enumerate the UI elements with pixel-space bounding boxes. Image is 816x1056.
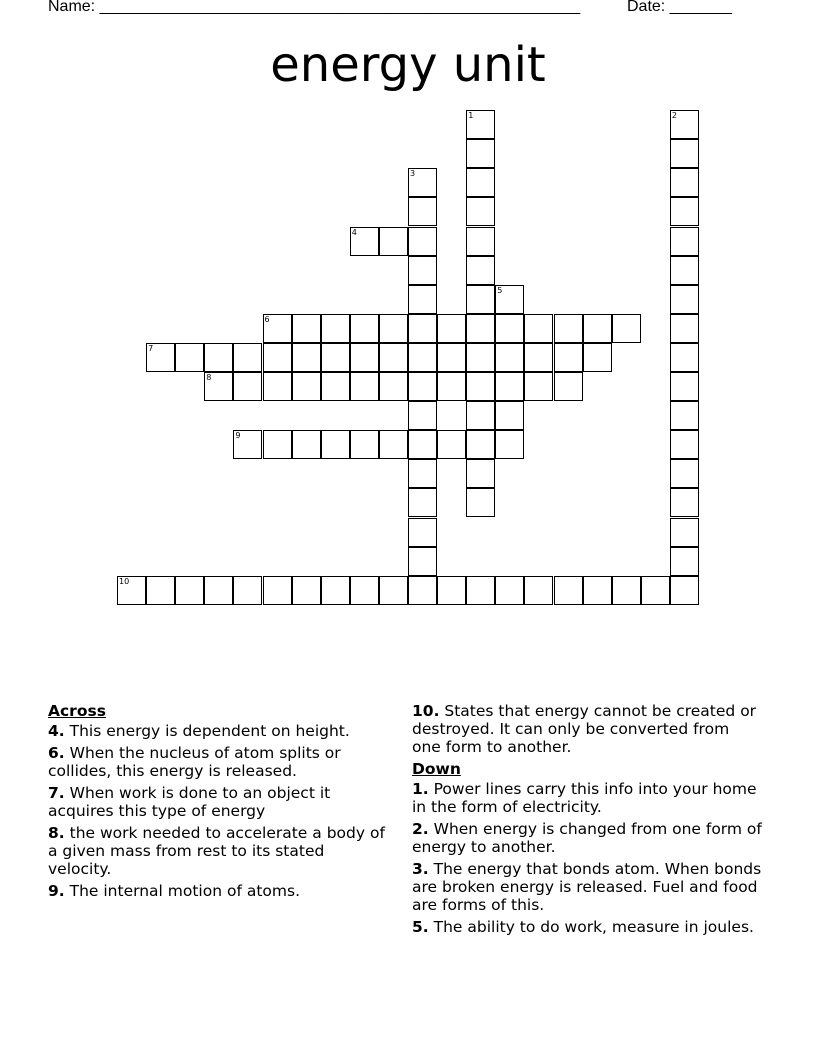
name-field[interactable]: Name: ______________________________________________________: [48, 0, 581, 15]
grid-cell[interactable]: [583, 343, 612, 372]
grid-cell[interactable]: [233, 576, 262, 605]
clues-column-right: [412, 702, 762, 940]
date-field[interactable]: Date: _______: [627, 0, 732, 15]
grid-cell[interactable]: [670, 459, 699, 488]
grid-cell[interactable]: [175, 343, 204, 372]
grid-cell[interactable]: [379, 372, 408, 401]
grid-cell[interactable]: [263, 576, 292, 605]
clue-number-6: 6: [264, 314, 270, 324]
grid-cell[interactable]: [466, 372, 495, 401]
grid-cell[interactable]: [263, 343, 292, 372]
grid-cell[interactable]: [641, 576, 670, 605]
grid-cell[interactable]: [437, 576, 466, 605]
grid-cell[interactable]: [495, 314, 524, 343]
grid-cell[interactable]: [466, 488, 495, 517]
grid-cell[interactable]: [670, 576, 699, 605]
grid-cell[interactable]: [524, 314, 553, 343]
grid-cell[interactable]: [612, 576, 641, 605]
grid-cell[interactable]: [437, 343, 466, 372]
grid-cell[interactable]: [292, 576, 321, 605]
grid-cell[interactable]: [321, 343, 350, 372]
grid-cell[interactable]: [554, 576, 583, 605]
grid-cell[interactable]: [292, 343, 321, 372]
grid-cell[interactable]: [495, 430, 524, 459]
grid-cell[interactable]: [292, 372, 321, 401]
grid-cell[interactable]: [321, 314, 350, 343]
grid-cell[interactable]: [670, 314, 699, 343]
grid-cell[interactable]: [233, 343, 262, 372]
grid-cell[interactable]: [263, 430, 292, 459]
grid-cell[interactable]: [670, 488, 699, 517]
grid-cell[interactable]: [670, 197, 699, 226]
grid-cell[interactable]: [437, 430, 466, 459]
clue-across-10: 10. States that energy cannot be created or destroyed. It can only be converted from one form to another.: [412, 702, 757, 756]
grid-cell[interactable]: [408, 227, 437, 256]
grid-cell[interactable]: [670, 285, 699, 314]
grid-cell[interactable]: [583, 576, 612, 605]
grid-cell[interactable]: [408, 576, 437, 605]
grid-cell[interactable]: [408, 488, 437, 517]
grid-cell[interactable]: [204, 576, 233, 605]
clue-number-10: 10: [119, 576, 130, 586]
grid-cell[interactable]: [670, 227, 699, 256]
grid-cell[interactable]: [408, 547, 437, 576]
grid-cell[interactable]: [379, 430, 408, 459]
grid-cell[interactable]: [670, 343, 699, 372]
clue-number-4: 4: [351, 227, 357, 237]
grid-cell[interactable]: [146, 576, 175, 605]
grid-cell[interactable]: [233, 372, 262, 401]
grid-cell[interactable]: [466, 168, 495, 197]
across-heading: Across: [48, 702, 106, 720]
grid-cell[interactable]: [379, 343, 408, 372]
grid-cell[interactable]: [408, 343, 437, 372]
grid-cell[interactable]: [670, 256, 699, 285]
grid-cell[interactable]: [408, 372, 437, 401]
grid-cell[interactable]: [350, 372, 379, 401]
grid-cell[interactable]: [524, 576, 553, 605]
grid-cell[interactable]: [292, 430, 321, 459]
clue-down-3: 3. The energy that bonds atom. When bonds are broken energy is released. Fuel and food are forms of this.: [412, 860, 762, 914]
grid-cell[interactable]: [292, 314, 321, 343]
grid-cell[interactable]: [466, 227, 495, 256]
grid-cell[interactable]: [466, 285, 495, 314]
grid-cell[interactable]: [408, 518, 437, 547]
grid-cell[interactable]: [670, 168, 699, 197]
clue-across-4: 4. This energy is dependent on height.: [48, 722, 350, 740]
grid-cell[interactable]: [466, 459, 495, 488]
grid-cell[interactable]: [379, 227, 408, 256]
grid-cell[interactable]: [263, 372, 292, 401]
clue-across-8: 8. the work needed to accelerate a body of a given mass from rest to its stated velocity.: [48, 824, 385, 878]
grid-cell[interactable]: [670, 547, 699, 576]
grid-cell[interactable]: [204, 343, 233, 372]
grid-cell[interactable]: [670, 518, 699, 547]
grid-cell[interactable]: [408, 459, 437, 488]
grid-cell[interactable]: [670, 139, 699, 168]
puzzle-title: energy unit: [270, 37, 546, 93]
clue-down-1: 1. Power lines carry this info into your home in the form of electricity.: [412, 780, 757, 816]
clue-down-2: 2. When energy is changed from one form of energy to another.: [412, 820, 762, 856]
clue-number-8: 8: [206, 373, 212, 382]
grid-cell[interactable]: [466, 430, 495, 459]
grid-cell[interactable]: [437, 372, 466, 401]
clue-across-6: 6. When the nucleus of atom splits or collides, this energy is released.: [48, 744, 341, 780]
grid-cell[interactable]: [466, 197, 495, 226]
grid-cell[interactable]: [612, 314, 641, 343]
grid-cell[interactable]: [554, 314, 583, 343]
clue-number-5: 5: [497, 285, 503, 295]
grid-cell[interactable]: [554, 372, 583, 401]
clue-down-5: 5. The ability to do work, measure in joules.: [412, 918, 754, 936]
grid-cell[interactable]: [379, 576, 408, 605]
grid-cell[interactable]: [495, 343, 524, 372]
grid-cell[interactable]: [408, 401, 437, 430]
grid-cell[interactable]: [670, 430, 699, 459]
grid-cell[interactable]: [408, 285, 437, 314]
grid-cell[interactable]: [670, 401, 699, 430]
grid-cell[interactable]: [524, 343, 553, 372]
clue-number-2: 2: [671, 111, 677, 121]
grid-cell[interactable]: [524, 372, 553, 401]
clue-across-9: 9. The internal motion of atoms.: [48, 882, 300, 900]
clue-number-3: 3: [410, 169, 416, 179]
grid-cell[interactable]: [379, 314, 408, 343]
grid-cell[interactable]: [466, 401, 495, 430]
grid-cell[interactable]: [495, 372, 524, 401]
clue-across-7: 7. When work is done to an object it acquires this type of energy: [48, 784, 331, 820]
grid-cell[interactable]: [175, 576, 204, 605]
grid-cell[interactable]: [408, 314, 437, 343]
clue-number-1: 1: [468, 111, 474, 121]
grid-cell[interactable]: [495, 401, 524, 430]
grid-cell[interactable]: [408, 197, 437, 226]
grid-cell[interactable]: [583, 314, 612, 343]
down-heading: Down: [412, 760, 461, 778]
clues-column-left: [48, 702, 388, 904]
clue-number-9: 9: [235, 431, 241, 441]
grid-cell[interactable]: [670, 372, 699, 401]
grid-cell[interactable]: [408, 430, 437, 459]
grid-cell[interactable]: [350, 314, 379, 343]
grid-cell[interactable]: [350, 576, 379, 605]
grid-cell[interactable]: [321, 576, 350, 605]
grid-cell[interactable]: [466, 256, 495, 285]
grid-cell[interactable]: [408, 256, 437, 285]
grid-cell[interactable]: [466, 343, 495, 372]
clue-number-7: 7: [148, 343, 154, 353]
grid-cell[interactable]: [554, 343, 583, 372]
grid-cell[interactable]: [466, 139, 495, 168]
grid-cell[interactable]: [466, 314, 495, 343]
grid-cell[interactable]: [321, 372, 350, 401]
grid-cell[interactable]: [350, 343, 379, 372]
grid-cell[interactable]: [321, 430, 350, 459]
grid-cell[interactable]: [350, 430, 379, 459]
grid-cell[interactable]: [495, 576, 524, 605]
grid-cell[interactable]: [437, 314, 466, 343]
grid-cell[interactable]: [466, 576, 495, 605]
